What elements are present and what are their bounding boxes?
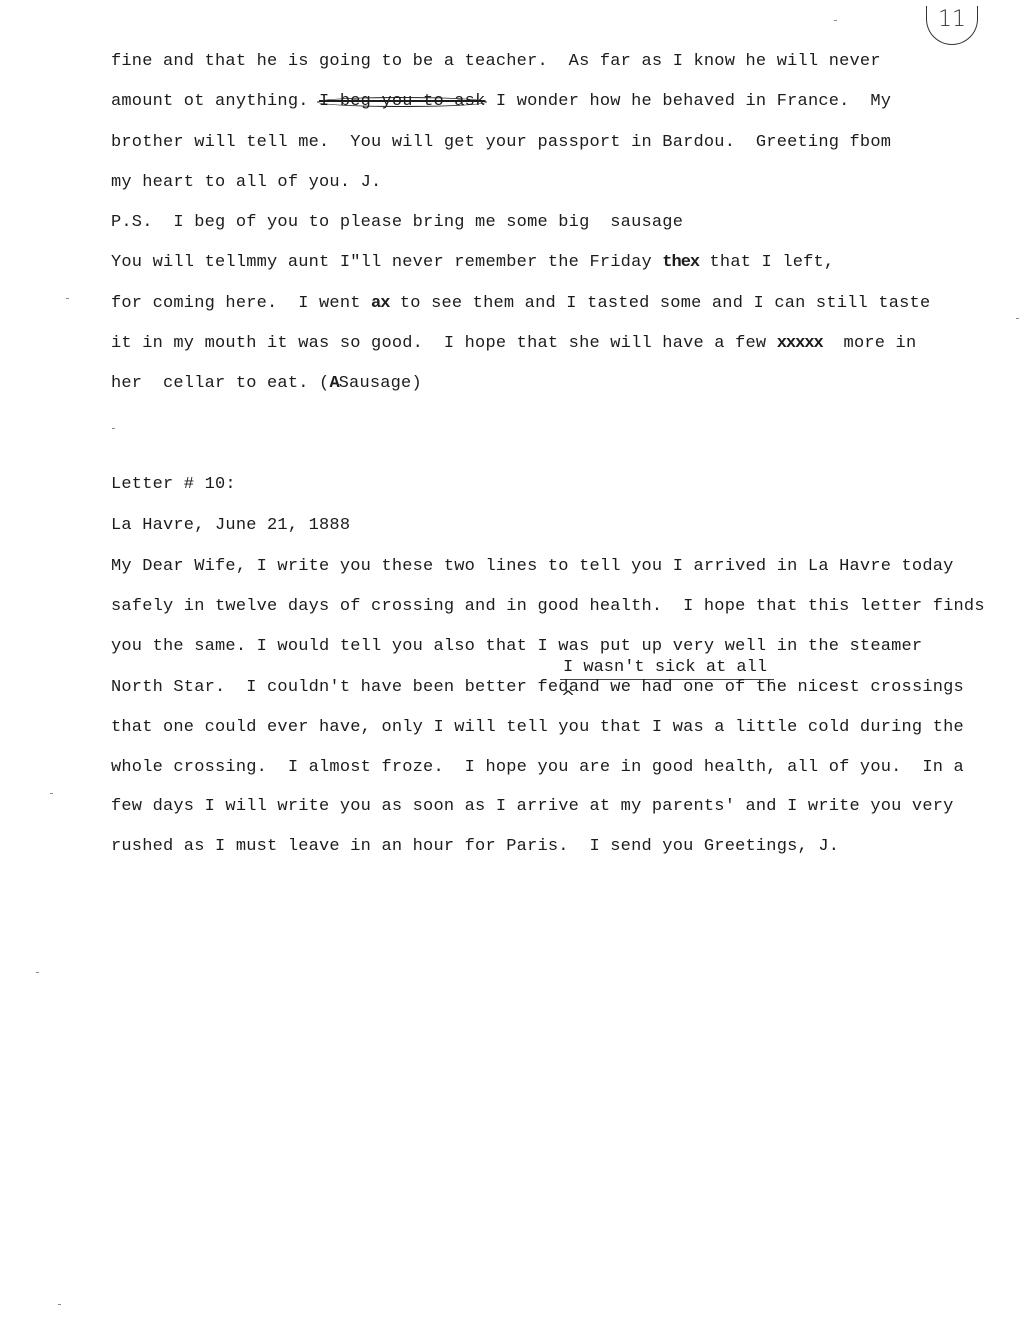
overstruck-text: xxxxx — [776, 334, 823, 353]
text-fragment: North Star. I couldn't have been better fed — [111, 678, 569, 697]
text-line: rushed as I must leave in an hour for Paris. I send you Greetings, J. — [111, 837, 840, 856]
text-fragment: and we had one of the nicest crossings — [568, 678, 964, 697]
text-line: fine and that he is going to be a teacher. As far as I know he will never — [111, 52, 881, 71]
text-fragment: her cellar to eat. ( — [111, 374, 330, 393]
scan-speck — [58, 1304, 61, 1305]
page-number: 11 — [926, 6, 978, 45]
text-line: brother will tell me. You will get your passport in Bardou. Greeting fbom — [111, 133, 892, 152]
text-line — [111, 253, 834, 273]
postscript-line: P.S. I beg of you to please bring me some big sausage — [111, 213, 684, 232]
text-line: few days I will write you as soon as I arrive at my parents' and I write you very — [111, 797, 954, 816]
text-fragment: You will tellmmy aunt I"ll never remember the Friday — [111, 253, 652, 272]
text-line: My Dear Wife, I write you these two lines to tell you I arrived in La Havre today — [111, 557, 954, 576]
text-line: you the same. I would tell you also that I was put up very well in the steamer — [111, 637, 923, 656]
text-line: my heart to all of you. J. — [111, 173, 382, 192]
scan-speck — [112, 428, 115, 429]
insertion-caret: ^ — [561, 688, 576, 708]
text-line — [111, 678, 964, 698]
scan-speck — [834, 20, 837, 21]
overstruck-text: thex — [662, 253, 700, 272]
text-fragment: that I left, — [709, 253, 835, 272]
text-line — [111, 92, 891, 112]
text-line: that one could ever have, only I will tell you that I was a little cold during the — [111, 718, 964, 737]
text-fragment: more in — [843, 334, 917, 353]
text-fragment: to see them and I tasted some and I can still taste — [399, 294, 931, 313]
text-line — [111, 294, 930, 314]
scan-speck — [50, 793, 53, 794]
text-line — [111, 334, 916, 354]
text-fragment: Sausage) — [338, 374, 422, 393]
text-fragment: amount ot anything. — [111, 92, 309, 111]
scan-speck — [66, 298, 69, 299]
letter-dateline: La Havre, June 21, 1888 — [111, 516, 351, 535]
letter-heading: Letter # 10: — [111, 475, 236, 494]
scan-speck — [36, 972, 39, 973]
overstruck-text: ax — [371, 294, 390, 313]
struck-out-text: I beg you to ask — [319, 92, 486, 111]
text-fragment: I wonder how he behaved in France. My — [495, 92, 892, 111]
text-fragment: it in my mouth it was so good. I hope that she will have a few — [111, 334, 767, 353]
handwritten-insertion: I wasn't sick at all — [563, 658, 768, 677]
text-line: whole crossing. I almost froze. I hope you are in good health, all of you. In a — [111, 758, 964, 777]
text-line — [111, 374, 422, 394]
overstruck-text: A — [329, 374, 339, 393]
text-line: safely in twelve days of crossing and in good health. I hope that this letter finds — [111, 597, 985, 616]
text-fragment: for coming here. I went — [111, 294, 361, 313]
scan-speck — [1016, 318, 1019, 319]
